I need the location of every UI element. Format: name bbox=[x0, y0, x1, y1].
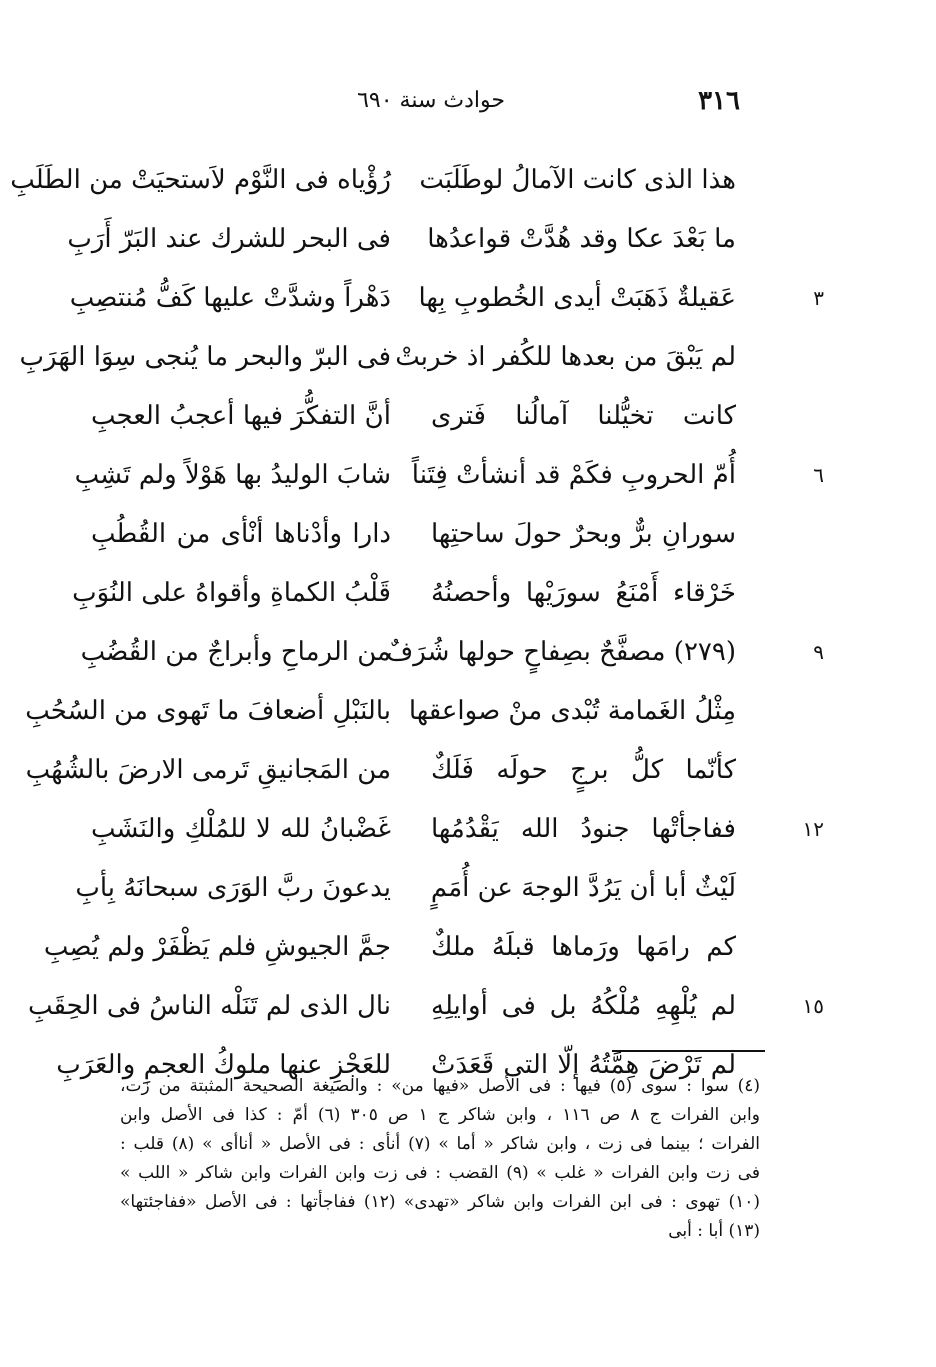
footnote-line: (٤) سوا : سوى (٥) فيها : فى الأصل «فيها من» : والصيغة الصحيحة المثبتة من زت، bbox=[120, 1076, 760, 1096]
first-hemistich: كم رامَها ورَماها قبلَهُ ملكٌ bbox=[431, 932, 736, 962]
second-hemistich: دارا وأدْناها أنْأى من القُطُبِ bbox=[91, 519, 391, 549]
first-hemistich: كانت تخيُّلنا آمالُنا فَترى bbox=[431, 401, 736, 431]
verse-line bbox=[0, 681, 936, 741]
verse-line bbox=[0, 150, 936, 210]
second-hemistich: من الرماحِ وأبراجٌ من القُضُبِ bbox=[80, 637, 391, 667]
first-hemistich: كأنّما كلُّ برجٍ حولَه فَلَكٌ bbox=[431, 755, 736, 785]
running-title: حوادث سنة ٦٩٠ bbox=[357, 88, 505, 113]
second-hemistich: نال الذى لم تَنَلْه الناسُ فى الحِقَبِ bbox=[28, 991, 391, 1021]
first-hemistich: ما بَعْدَ عكا وقد هُدَّتْ قواعدُها bbox=[427, 224, 736, 254]
second-hemistich: فى البرّ والبحر ما يُنجى سِوَا الهَرَبِ bbox=[19, 342, 391, 372]
second-hemistich: بالنَبْلِ أضعافَ ما تَهوى من السُحُبِ bbox=[25, 696, 391, 726]
page-number: ٣١٦ bbox=[698, 86, 740, 116]
verse-line bbox=[0, 858, 936, 918]
first-hemistich: لم تَرْضَ هِمَّتُهُ إلّا التى قَعَدَتْ bbox=[431, 1050, 736, 1080]
footnote-separator bbox=[612, 1050, 765, 1052]
footnote-line: (١٠) تهوى : فى ابن الفرات وابن شاكر «تهدى» (١٢) ففاجأتها : فى الأصل «ففاجئتها» bbox=[120, 1192, 760, 1212]
first-hemistich: مِثْلُ الغَمامة تُبْدى منْ صواعقها bbox=[408, 696, 736, 726]
verse-line bbox=[0, 386, 936, 446]
verse-number: ١٥ bbox=[802, 994, 824, 1018]
first-hemistich: لَيْثٌ أبا أن يَرُدَّ الوجهَ عن أُمَمٍ bbox=[430, 873, 736, 903]
second-hemistich: شابَ الوليدُ بها هَوْلاً ولم تَشِبِ bbox=[74, 460, 391, 490]
footnote-line: الفرات ؛ بينما فى زت ، وابن شاكر « أما » (٧) أنأى : فى الأصل « أناأى » (٨) قلب : bbox=[120, 1134, 760, 1154]
footnote-line: (١٣) أبا : أبى bbox=[668, 1221, 760, 1241]
second-hemistich: فى البحر للشرك عند البَرّ أَرَبِ bbox=[67, 224, 391, 254]
second-hemistich: أنَّ التفكُّرَ فيها أعجبُ العجبِ bbox=[91, 401, 391, 431]
first-hemistich: ففاجأتْها جنودُ الله يَقْدُمُها bbox=[431, 814, 736, 844]
verse-number: ١٢ bbox=[802, 817, 824, 841]
first-hemistich: عَقيلةٌ ذَهَبَتْ أيدى الخُطوبِ بِها bbox=[418, 283, 736, 313]
footnote-line: وابن الفرات ج ٨ ص ١١٦ ، وابن شاكر ج ١ ص ٣٠٥ (٦) أمّ : كذا فى الأصل وابن bbox=[120, 1105, 760, 1125]
verse-number: ٣ bbox=[813, 286, 824, 310]
first-hemistich: (٢٧٩) مصفَّحٌ بصِفاحٍ حولها شُرَفٌ bbox=[386, 637, 736, 667]
verse-line bbox=[0, 563, 936, 623]
verse-number: ٩ bbox=[813, 640, 824, 664]
first-hemistich: هذا الذى كانت الآمالُ لوطَلَبَت bbox=[419, 165, 736, 195]
first-hemistich: سورانِ برٌّ وبحرٌ حولَ ساحتِها bbox=[431, 519, 736, 549]
verse-number: ٦ bbox=[813, 463, 824, 487]
verse-line bbox=[0, 740, 936, 800]
footnotes bbox=[120, 1072, 760, 1246]
second-hemistich: دَهْراً وشدَّتْ عليها كَفُّ مُنتصِبِ bbox=[69, 283, 391, 313]
second-hemistich: غَضْبانُ لله لا للمُلْكِ والنَشَبِ bbox=[91, 814, 391, 844]
first-hemistich: لم يَبْقَ من بعدها للكُفر اذ خربتْ bbox=[395, 342, 736, 372]
first-hemistich: أُمّ الحروبِ فكَمْ قد أنشأتْ فِتَناً bbox=[411, 460, 736, 490]
verse-line bbox=[0, 622, 936, 682]
second-hemistich: رُؤْياه فى النَّوْم لاَستحيَتْ من الطَلَبِ bbox=[10, 165, 391, 195]
second-hemistich: جمَّ الجيوشِ فلم يَظْفَرْ ولم يُصِبِ bbox=[43, 932, 391, 962]
second-hemistich: يدعونَ ربَّ الوَرَى سبحانَهُ بِأبِ bbox=[75, 873, 391, 903]
footnote-line: فى زت وابن الفرات « غلب » (٩) القضب : فى زت وابن الفرات وابن شاكر « اللب » bbox=[120, 1163, 760, 1183]
first-hemistich: خَرْقاء أَمْنَعُ سورَيْها وأحصنُهُ bbox=[431, 578, 736, 608]
verse-line bbox=[0, 327, 936, 387]
verse-line bbox=[0, 504, 936, 564]
verse-line bbox=[0, 209, 936, 269]
verse-line bbox=[0, 976, 936, 1036]
verse-line bbox=[0, 917, 936, 977]
second-hemistich: للعَجْزِ عنها ملوكُ العجمِ والعَرَبِ bbox=[56, 1050, 391, 1080]
second-hemistich: من المَجانيقِ تَرمى الارضَ بالشُهُبِ bbox=[25, 755, 391, 785]
second-hemistich: قَلْبُ الكماةِ وأقواهُ على النُوَبِ bbox=[72, 578, 391, 608]
verse-line bbox=[0, 268, 936, 328]
first-hemistich: لم يُلْهِهِ مُلْكُهُ بل فى أوايلِهِ bbox=[431, 991, 736, 1021]
verse-line bbox=[0, 799, 936, 859]
verse-line bbox=[0, 445, 936, 505]
page-header bbox=[110, 86, 740, 126]
